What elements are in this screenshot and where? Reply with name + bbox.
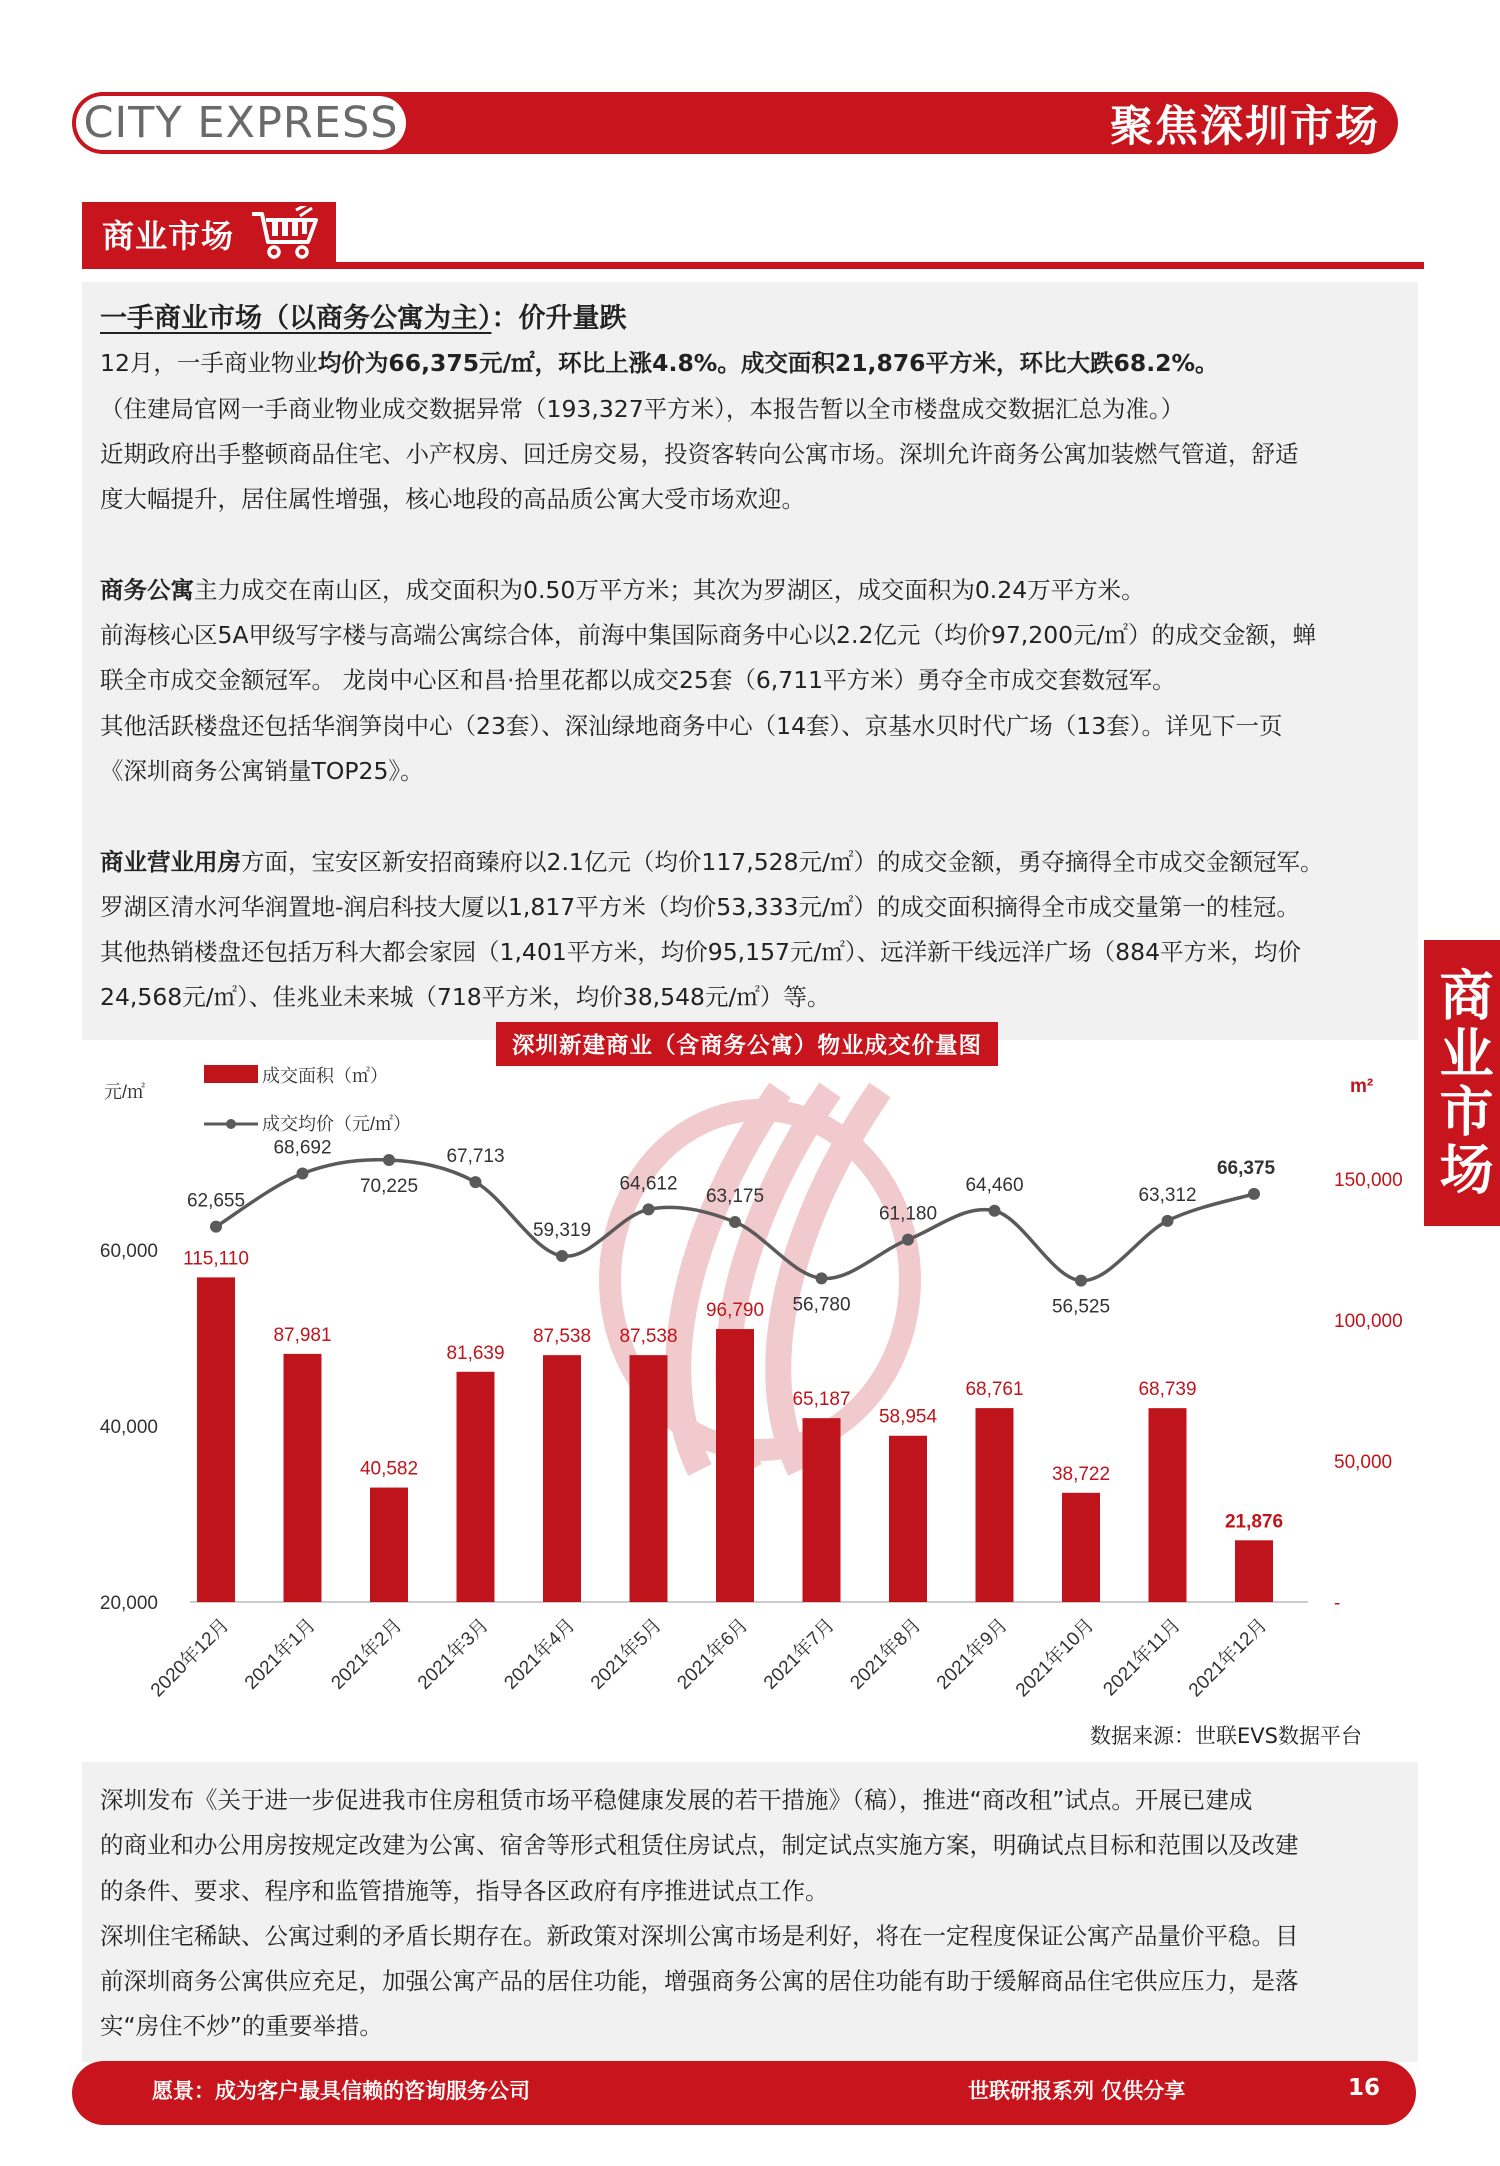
bar-label: 58,954 — [878, 1406, 938, 1428]
category-label: 2021年9月 — [932, 1614, 1013, 1694]
price-label: 68,692 — [273, 1137, 332, 1159]
category-label: 2021年7月 — [759, 1614, 840, 1694]
paragraph-others-1: 其他活跃楼盘还包括华润笋岗中心（23套）、深汕绿地商务中心（14套）、京基水贝时代广场（13套）。详见下一页 — [100, 711, 1283, 740]
p4-bold: 商务公寓 — [100, 575, 194, 604]
category-label: 2021年2月 — [327, 1614, 407, 1694]
subhead-tail: ：价升量跌 — [491, 303, 627, 334]
brand-text: CITY EXPRESS — [83, 98, 399, 148]
paragraph-luohu: 罗湖区清水河华润置地-润启科技大厦以1,817平方米（均价53,333元/㎡）的成交面积摘得全市成交量第一的桂冠。 — [100, 892, 1300, 921]
price-label: 62,655 — [186, 1190, 246, 1212]
category-label: 2021年4月 — [500, 1614, 580, 1694]
policy-line-3: 的条件、要求、程序和监管措施等，指导各区政府有序推进试点工作。 — [100, 1876, 829, 1905]
bar-label: 65,187 — [792, 1389, 851, 1411]
bar-label: 40,582 — [359, 1458, 419, 1480]
bar-label: 38,722 — [1051, 1463, 1111, 1485]
price-point — [989, 1205, 1001, 1217]
left-axis-tick: 60,000 — [99, 1241, 158, 1262]
bar — [370, 1488, 408, 1602]
subhead-title: 一手商业市场（以商务公寓为主） — [100, 303, 492, 334]
category-label: 2021年10月 — [1011, 1614, 1099, 1702]
price-label: 63,175 — [705, 1186, 765, 1208]
right-axis-tick: 100,000 — [1334, 1311, 1403, 1332]
price-label: 61,180 — [878, 1203, 938, 1225]
price-point — [1248, 1188, 1260, 1200]
bar — [803, 1418, 841, 1602]
p7-rest: 方面，宝安区新安招商臻府以2.1亿元（均价117,528元/㎡）的成交金额，勇夺摘得全市成交金额冠军。 — [241, 847, 1324, 876]
p7-bold: 商业营业用房 — [100, 847, 241, 876]
legend-bar-swatch — [204, 1065, 258, 1083]
paragraph-policy-2: 度大幅提升，居住属性增强，核心地段的高品质公寓大受市场欢迎。 — [100, 485, 805, 514]
price-point — [902, 1234, 914, 1246]
price-point — [643, 1203, 655, 1215]
policy-line-1: 深圳发布《关于进一步促进我市住房租赁市场平稳健康发展的若干措施》（稿），推进“商改租”试点。开展已建成 — [100, 1786, 1253, 1814]
analysis-line-1: 深圳住宅稀缺、公寓过剩的矛盾长期存在。新政策对深圳公寓市场是利好，将在一定程度保证公寓产品量价平稳。目 — [100, 1921, 1299, 1950]
price-point — [816, 1272, 828, 1284]
category-label: 2021年1月 — [240, 1614, 321, 1694]
p4-rest: 主力成交在南山区，成交面积为0.50万平方米；其次为罗湖区，成交面积为0.24万平方米。 — [194, 575, 1145, 604]
paragraph-hot-2: 24,568元/㎡）、佳兆业未来城（718平方米，均价38,548元/㎡）等。 — [100, 983, 831, 1012]
category-label: 2020年12月 — [146, 1614, 234, 1702]
right-axis-tick: 150,000 — [1334, 1170, 1403, 1191]
p1-a: 12月，一手商业物业 — [100, 349, 318, 378]
right-axis-tick: - — [1334, 1593, 1341, 1614]
bar-label: 115,110 — [183, 1248, 249, 1270]
legend-line-marker — [226, 1119, 236, 1129]
bar-label: 81,639 — [446, 1342, 505, 1364]
bar-label: 96,790 — [705, 1300, 765, 1322]
price-point — [1162, 1215, 1174, 1227]
paragraph-policy-1: 近期政府出手整顿商品住宅、小产权房、回迁房交易，投资客转向公寓市场。深圳允许商务公寓加装燃气管道，舒适 — [100, 439, 1299, 468]
bar-label: 87,538 — [532, 1326, 592, 1348]
analysis-line-3: 实“房住不炒”的重要举措。 — [100, 2012, 383, 2041]
category-label: 2021年11月 — [1099, 1614, 1186, 1701]
bar-label: 68,739 — [1138, 1379, 1197, 1401]
chart-title: 深圳新建商业（含商务公寓）物业成交价量图 — [496, 1022, 998, 1066]
policy-text — [100, 1778, 1400, 2050]
price-label: 64,460 — [965, 1174, 1024, 1196]
bar — [1235, 1540, 1273, 1602]
paragraph-note: （住建局官网一手商业物业成交数据异常（193,327平方米），本报告暂以全市楼盘成交数据汇总为准。） — [100, 394, 1185, 423]
bar — [543, 1355, 581, 1602]
price-label: 70,225 — [359, 1176, 419, 1198]
price-point — [729, 1216, 741, 1228]
price-point — [1075, 1275, 1087, 1287]
bar-label: 21,876 — [1224, 1511, 1284, 1533]
paragraph-others-2: 《深圳商务公寓销量TOP25》。 — [100, 756, 424, 785]
p1-b: 均价为66,375元/㎡，环比上涨4.8%。成交面积21,876平方米，环比大跌68.2%。 — [317, 349, 1219, 378]
footer-series: 世联研报系列 仅供分享 — [968, 2079, 1186, 2103]
left-axis-tick: 20,000 — [99, 1593, 158, 1614]
footer-vision: 愿景：成为客户最具信赖的咨询服务公司 — [152, 2079, 530, 2103]
left-axis-tick: 40,000 — [99, 1417, 158, 1438]
price-label: 66,375 — [1216, 1157, 1276, 1179]
category-label: 2021年12月 — [1184, 1614, 1272, 1702]
analysis-line-2: 前深圳商务公寓供应充足，加强公寓产品的居住功能，增强商务公寓的居住功能有助于缓解商品住宅供应压力，是落 — [100, 1967, 1299, 1996]
bar-label: 87,538 — [619, 1326, 678, 1348]
price-point — [470, 1176, 482, 1188]
right-axis-unit: m² — [1350, 1076, 1374, 1097]
bar — [284, 1354, 322, 1602]
bar — [197, 1277, 235, 1602]
bar — [630, 1355, 668, 1602]
price-point — [210, 1221, 222, 1233]
legend-bar-label: 成交面积（㎡） — [262, 1066, 388, 1086]
price-point — [297, 1168, 309, 1180]
paragraph-qianhai-2: 联全市成交金额冠军。 龙岗中心区和昌·拾里花都以成交25套（6,711平方米）勇夺全市成交套数冠军。 — [100, 666, 1176, 695]
category-label: 2021年8月 — [846, 1614, 926, 1694]
bar — [976, 1408, 1014, 1602]
bar — [889, 1436, 927, 1602]
paragraph-qianhai-1: 前海核心区5A甲级写字楼与高端公寓综合体，前海中集国际商务中心以2.2亿元（均价97,200元/㎡）的成交金额，蝉 — [100, 621, 1317, 650]
price-label: 56,525 — [1051, 1296, 1111, 1318]
side-tab: 商业市场 — [1424, 940, 1500, 1226]
price-label: 64,612 — [619, 1173, 678, 1195]
price-point — [383, 1154, 395, 1166]
legend-line-label: 成交均价（元/㎡） — [262, 1114, 412, 1134]
bar-label: 87,981 — [273, 1324, 332, 1346]
price-label: 63,312 — [1138, 1184, 1197, 1206]
bar — [457, 1372, 495, 1602]
page-number: 16 — [1348, 2075, 1381, 2101]
paragraph-hot-1: 其他热销楼盘还包括万科大都会家园（1,401平方米，均价95,157元/㎡）、远洋新干线远洋广场（884平方米，均价 — [100, 938, 1302, 967]
price-label: 59,319 — [532, 1219, 592, 1241]
bar — [716, 1329, 754, 1602]
header-title: 聚焦深圳市场 — [1110, 101, 1380, 152]
bar — [1062, 1493, 1100, 1602]
section-tag-label: 商业市场 — [102, 217, 235, 255]
bar — [1149, 1408, 1187, 1602]
right-axis-tick: 50,000 — [1334, 1452, 1393, 1473]
left-axis-unit: 元/㎡ — [104, 1082, 146, 1102]
category-label: 2021年5月 — [586, 1614, 667, 1694]
category-label: 2021年6月 — [673, 1614, 753, 1694]
price-point — [556, 1250, 568, 1262]
category-label: 2021年3月 — [413, 1614, 494, 1694]
price-label: 67,713 — [446, 1146, 505, 1168]
price-label: 56,780 — [792, 1294, 851, 1316]
policy-line-2: 的商业和办公用房按规定改建为公寓、宿舍等形式租赁住房试点，制定试点实施方案，明确试点目标和范围以及改建 — [100, 1831, 1299, 1860]
chart-source: 数据来源：世联EVS数据平台 — [1090, 1724, 1362, 1748]
bar-label: 68,761 — [965, 1379, 1024, 1401]
